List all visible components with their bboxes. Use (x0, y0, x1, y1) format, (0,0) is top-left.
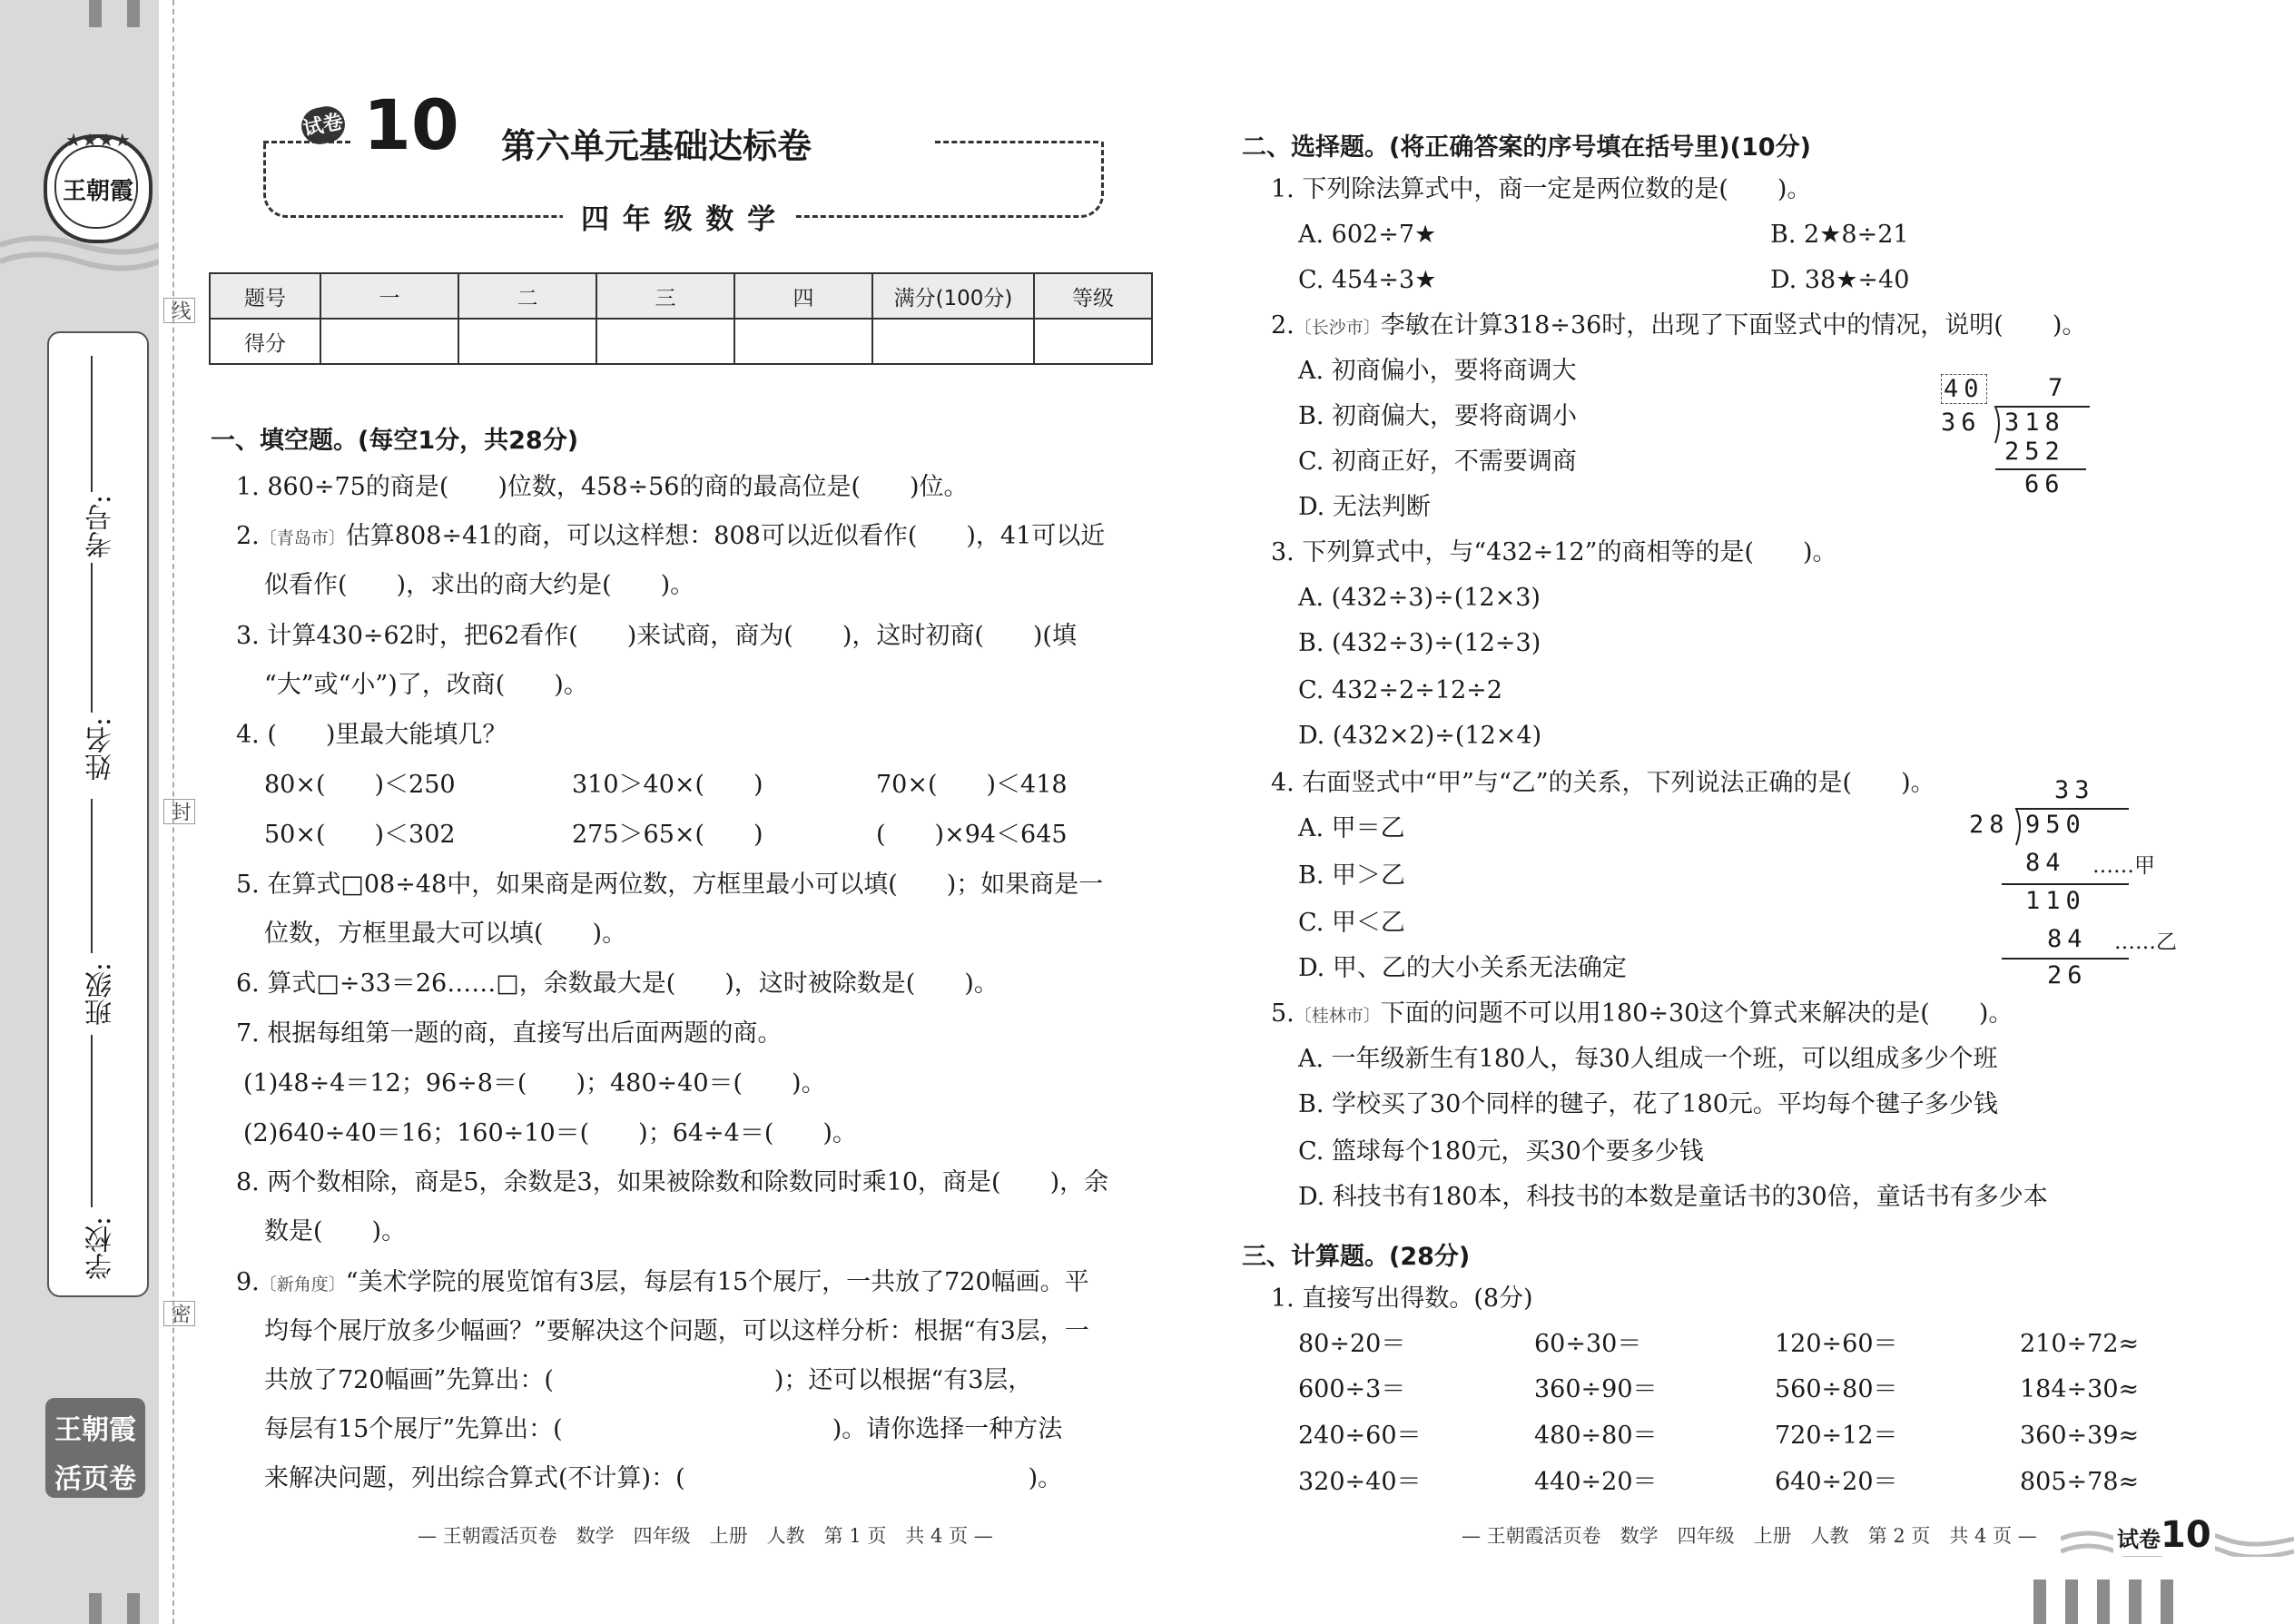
ld2-product-2: 84 (2047, 925, 2088, 953)
choice-question-4: 4. 右面竖式中“甲”与“乙”的关系，下列说法正确的是( )。 (1271, 769, 1935, 797)
choice-option[interactable]: B. (432÷3)÷(12÷3) (1298, 629, 1541, 657)
score-header-cell: 题号 (210, 273, 320, 319)
score-cell[interactable] (734, 319, 872, 364)
choice-option[interactable]: A. (432÷3)÷(12×3) (1298, 584, 1541, 612)
cut-line (172, 0, 176, 1624)
choice-option[interactable]: C. 初商正好，不需要调商 (1298, 448, 1577, 476)
fill-question-7-2: (2)640÷40＝16；160÷10＝( )；64÷4＝( )。 (243, 1119, 857, 1147)
choice-option[interactable]: A. 一年级新生有180人，每30人组成一个班，可以组成多少个班 (1298, 1045, 1998, 1073)
fill-question-5: 5. 在算式□08÷48中，如果商是两位数，方框里最小可以填( )；如果商是一 (236, 871, 1104, 899)
choice-question-2: 2.〔长沙市〕李敏在计算318÷36时，出现了下面竖式中的情况，说明( )。 (1271, 311, 2087, 340)
calc-item: 640÷20＝ (1775, 1468, 1898, 1496)
fill-question-9-cont: 均每个展厅放多少幅画？”要解决这个问题，可以这样分析：根据“有3层，一 (264, 1317, 1089, 1345)
boxed-trial-quotient: 40 (1941, 374, 1987, 404)
score-cell[interactable] (872, 319, 1034, 364)
wave-decoration (0, 227, 159, 281)
calc-item: 480÷80＝ (1534, 1422, 1658, 1450)
fill-item: 70×( )＜418 (876, 771, 1068, 799)
cut-line-char: 线 (163, 298, 195, 323)
choice-option[interactable]: B. 2★8÷21 (1770, 221, 1909, 249)
choice-option[interactable]: C. 454÷3★ (1298, 266, 1437, 294)
calc-item: 320÷40＝ (1298, 1468, 1422, 1496)
calc-item: 805÷78≈ (2020, 1468, 2140, 1496)
choice-option[interactable]: C. 甲＜乙 (1298, 909, 1405, 937)
seal-line-char: 封 (163, 799, 195, 824)
school-label: 学校: (85, 1216, 117, 1281)
ld2-quotient: 33 (2054, 776, 2095, 804)
fill-question-1: 1. 860÷75的商是( )位数，458÷56的商的最高位是( )位。 (236, 473, 969, 501)
page-title: 第六单元基础达标卷 (501, 126, 812, 166)
score-cell[interactable] (320, 319, 458, 364)
ld1-dividend: 318 (2004, 408, 2065, 437)
choice-option[interactable]: A. 602÷7★ (1298, 221, 1437, 249)
calc-item: 184÷30≈ (2020, 1375, 2140, 1403)
calc-item: 210÷72≈ (2020, 1330, 2140, 1358)
fill-question-3-cont: “大”或“小”)了，改商( )。 (264, 671, 588, 699)
paper-number: 10 (363, 84, 459, 165)
exam-number-field[interactable] (91, 356, 93, 492)
section-choice-title: 二、选择题。(将正确答案的序号填在括号里)(10分) (1242, 133, 1811, 162)
region-tag: 〔青岛市〕 (259, 528, 346, 548)
ld1-divisor: 36 (1941, 408, 1982, 437)
footer-paper-badge: 试卷10 (2113, 1514, 2215, 1556)
score-header-cell: 满分(100分) (872, 273, 1034, 319)
region-tag: 〔新角度〕 (259, 1275, 346, 1294)
choice-option[interactable]: A. 甲＝乙 (1298, 814, 1405, 842)
choice-option[interactable]: D. 38★÷40 (1770, 266, 1910, 294)
section-fill-in-title: 一、填空题。(每空1分，共28分) (211, 427, 579, 455)
fill-question-9-cont: 来解决问题，列出综合算式(不计算)：( )。 (264, 1464, 1063, 1492)
fill-question-9-cont: 共放了720幅画”先算出：( )；还可以根据“有3层， (264, 1366, 1033, 1394)
fill-question-7-1: (1)48÷4＝12；96÷8＝( )；480÷40＝( )。 (243, 1069, 826, 1097)
calc-question-1: 1. 直接写出得数。(8分) (1271, 1284, 1533, 1313)
choice-option[interactable]: B. 甲＞乙 (1298, 861, 1406, 890)
calc-item: 360÷90＝ (1534, 1375, 1658, 1403)
brand-badge: 王朝霞 活页卷 (45, 1398, 145, 1498)
fill-question-8-cont: 数是( )。 (264, 1217, 407, 1245)
choice-option[interactable]: C. 篮球每个180元，买30个要多少钱 (1298, 1137, 1704, 1166)
choice-option[interactable]: B. 学校买了30个同样的毽子，花了180元。平均每个毽子多少钱 (1298, 1090, 1998, 1118)
choice-question-1: 1. 下列除法算式中，商一定是两位数的是( )。 (1271, 175, 1812, 203)
fill-question-9-cont: 每层有15个展厅”先算出：( )。请你选择一种方法 (264, 1415, 1063, 1443)
score-header-cell: 一 (320, 273, 458, 319)
fill-question-4: 4. ( )里最大能填几？ (236, 721, 507, 749)
calc-item: 720÷12＝ (1775, 1422, 1898, 1450)
bottom-bar-mark (2161, 1580, 2173, 1624)
fill-question-9: 9.〔新角度〕“美术学院的展览馆有3层，每层有15个展厅，一共放了720幅画。平 (236, 1268, 1089, 1296)
region-tag: 〔长沙市〕 (1294, 318, 1381, 338)
ld2-dividend: 950 (2025, 811, 2086, 839)
fill-item: 275＞65×( ) (572, 821, 763, 849)
choice-option[interactable]: B. 初商偏大，要将商调小 (1298, 402, 1578, 430)
top-bar-mark (127, 0, 140, 27)
footer-left: — 王朝霞活页卷 数学 四年级 上册 人教 第 1 页 共 4 页 — (418, 1525, 993, 1547)
fill-item: 50×( )＜302 (264, 821, 456, 849)
bottom-bar-mark (89, 1593, 102, 1624)
fill-question-2: 2.〔青岛市〕估算808÷41的商，可以这样想：808可以近似看作( )，41可以近 (236, 522, 1106, 550)
ld2-mid: 110 (2025, 887, 2086, 915)
class-label: 班级: (85, 962, 117, 1027)
ld2-note-jia: ……甲 (2092, 854, 2155, 878)
ld2-product-1: 84 (2025, 849, 2066, 877)
calc-item: 560÷80＝ (1775, 1375, 1898, 1403)
bottom-bar-mark (127, 1593, 140, 1624)
region-tag: 〔桂林市〕 (1294, 1006, 1381, 1026)
choice-question-5: 5.〔桂林市〕下面的问题不可以用180÷30这个算式来解决的是( )。 (1271, 999, 2013, 1028)
paper-label-badge: 试卷 (298, 103, 348, 147)
calc-item: 600÷3＝ (1298, 1375, 1406, 1403)
fill-question-5-cont: 位数，方框里最大可以填( )。 (264, 920, 627, 948)
score-header-cell: 四 (734, 273, 872, 319)
ld2-remainder: 26 (2047, 961, 2088, 989)
calc-item: 440÷20＝ (1534, 1468, 1658, 1496)
score-header-cell: 三 (596, 273, 734, 319)
fill-item: ( )×94＜645 (876, 821, 1068, 849)
student-info-box (47, 331, 149, 1297)
exam-number-label: 考号: (85, 495, 117, 559)
calc-item: 240÷60＝ (1298, 1422, 1422, 1450)
bottom-bar-mark (2097, 1580, 2110, 1624)
footer-right: — 王朝霞活页卷 数学 四年级 上册 人教 第 2 页 共 4 页 — (1462, 1525, 2037, 1547)
fill-item: 80×( )＜250 (264, 771, 456, 799)
calc-item: 80÷20＝ (1298, 1330, 1406, 1358)
score-header-cell: 等级 (1034, 273, 1152, 319)
fill-question-6: 6. 算式□÷33＝26……□，余数最大是( )，这时被除数是( )。 (236, 969, 999, 998)
score-cell[interactable] (596, 319, 734, 364)
bottom-bar-mark (2065, 1580, 2078, 1624)
long-division-318-by-36 (1932, 372, 2086, 499)
fill-item: 310＞40×( ) (572, 771, 763, 799)
school-field[interactable] (91, 1035, 93, 1207)
long-division-950-by-28 (1965, 776, 2201, 994)
secret-line-char: 密 (163, 1301, 195, 1326)
calc-item: 120÷60＝ (1775, 1330, 1898, 1358)
score-cell[interactable] (1034, 319, 1152, 364)
choice-option[interactable]: A. 初商偏小，要将商调大 (1298, 357, 1577, 385)
bottom-bar-mark (2033, 1580, 2046, 1624)
score-row-label: 得分 (210, 319, 320, 364)
ld1-product: 252 (2004, 438, 2065, 466)
choice-option[interactable]: D. 科技书有180本，科技书的本数是童话书的30倍，童话书有多少本 (1298, 1183, 2048, 1211)
section-calc-title: 三、计算题。(28分) (1242, 1243, 1471, 1271)
fill-question-2-cont: 似看作( )，求出的商大约是( )。 (264, 571, 695, 599)
brand-seal-logo: 王朝霞 ★★★★ (44, 134, 153, 243)
score-header-cell: 二 (458, 273, 596, 319)
choice-option[interactable]: D. 无法判断 (1298, 493, 1431, 521)
fill-question-8: 8. 两个数相除，商是5，余数是3，如果被除数和除数同时乘10，商是( )，余 (236, 1168, 1109, 1196)
bottom-bar-mark (2129, 1580, 2141, 1624)
page-subtitle: 四 年 级 数 学 (563, 196, 795, 237)
choice-option[interactable]: C. 432÷2÷12÷2 (1298, 676, 1502, 704)
choice-question-3: 3. 下列算式中，与“432÷12”的商相等的是( )。 (1271, 538, 1837, 566)
score-cell[interactable] (458, 319, 596, 364)
class-field[interactable] (91, 799, 93, 953)
score-table (209, 272, 1153, 365)
calc-item: 60÷30＝ (1534, 1330, 1642, 1358)
calc-item: 360÷39≈ (2020, 1422, 2140, 1450)
name-field[interactable] (91, 563, 93, 713)
top-bar-mark (89, 0, 102, 27)
fill-question-7: 7. 根据每组第一题的商，直接写出后面两题的商。 (236, 1019, 783, 1048)
ld1-quotient: 7 (2048, 374, 2063, 402)
fill-question-3: 3. 计算430÷62时，把62看作( )来试商，商为( )，这时初商( )(填 (236, 622, 1077, 650)
choice-option[interactable]: D. 甲、乙的大小关系无法确定 (1298, 954, 1627, 982)
ld1-remainder: 66 (2024, 470, 2065, 498)
choice-option[interactable]: D. (432×2)÷(12×4) (1298, 722, 1542, 750)
ld2-note-yi: ……乙 (2114, 930, 2177, 954)
ld2-divisor: 28 (1969, 811, 2010, 839)
name-label: 姓名: (85, 717, 117, 782)
